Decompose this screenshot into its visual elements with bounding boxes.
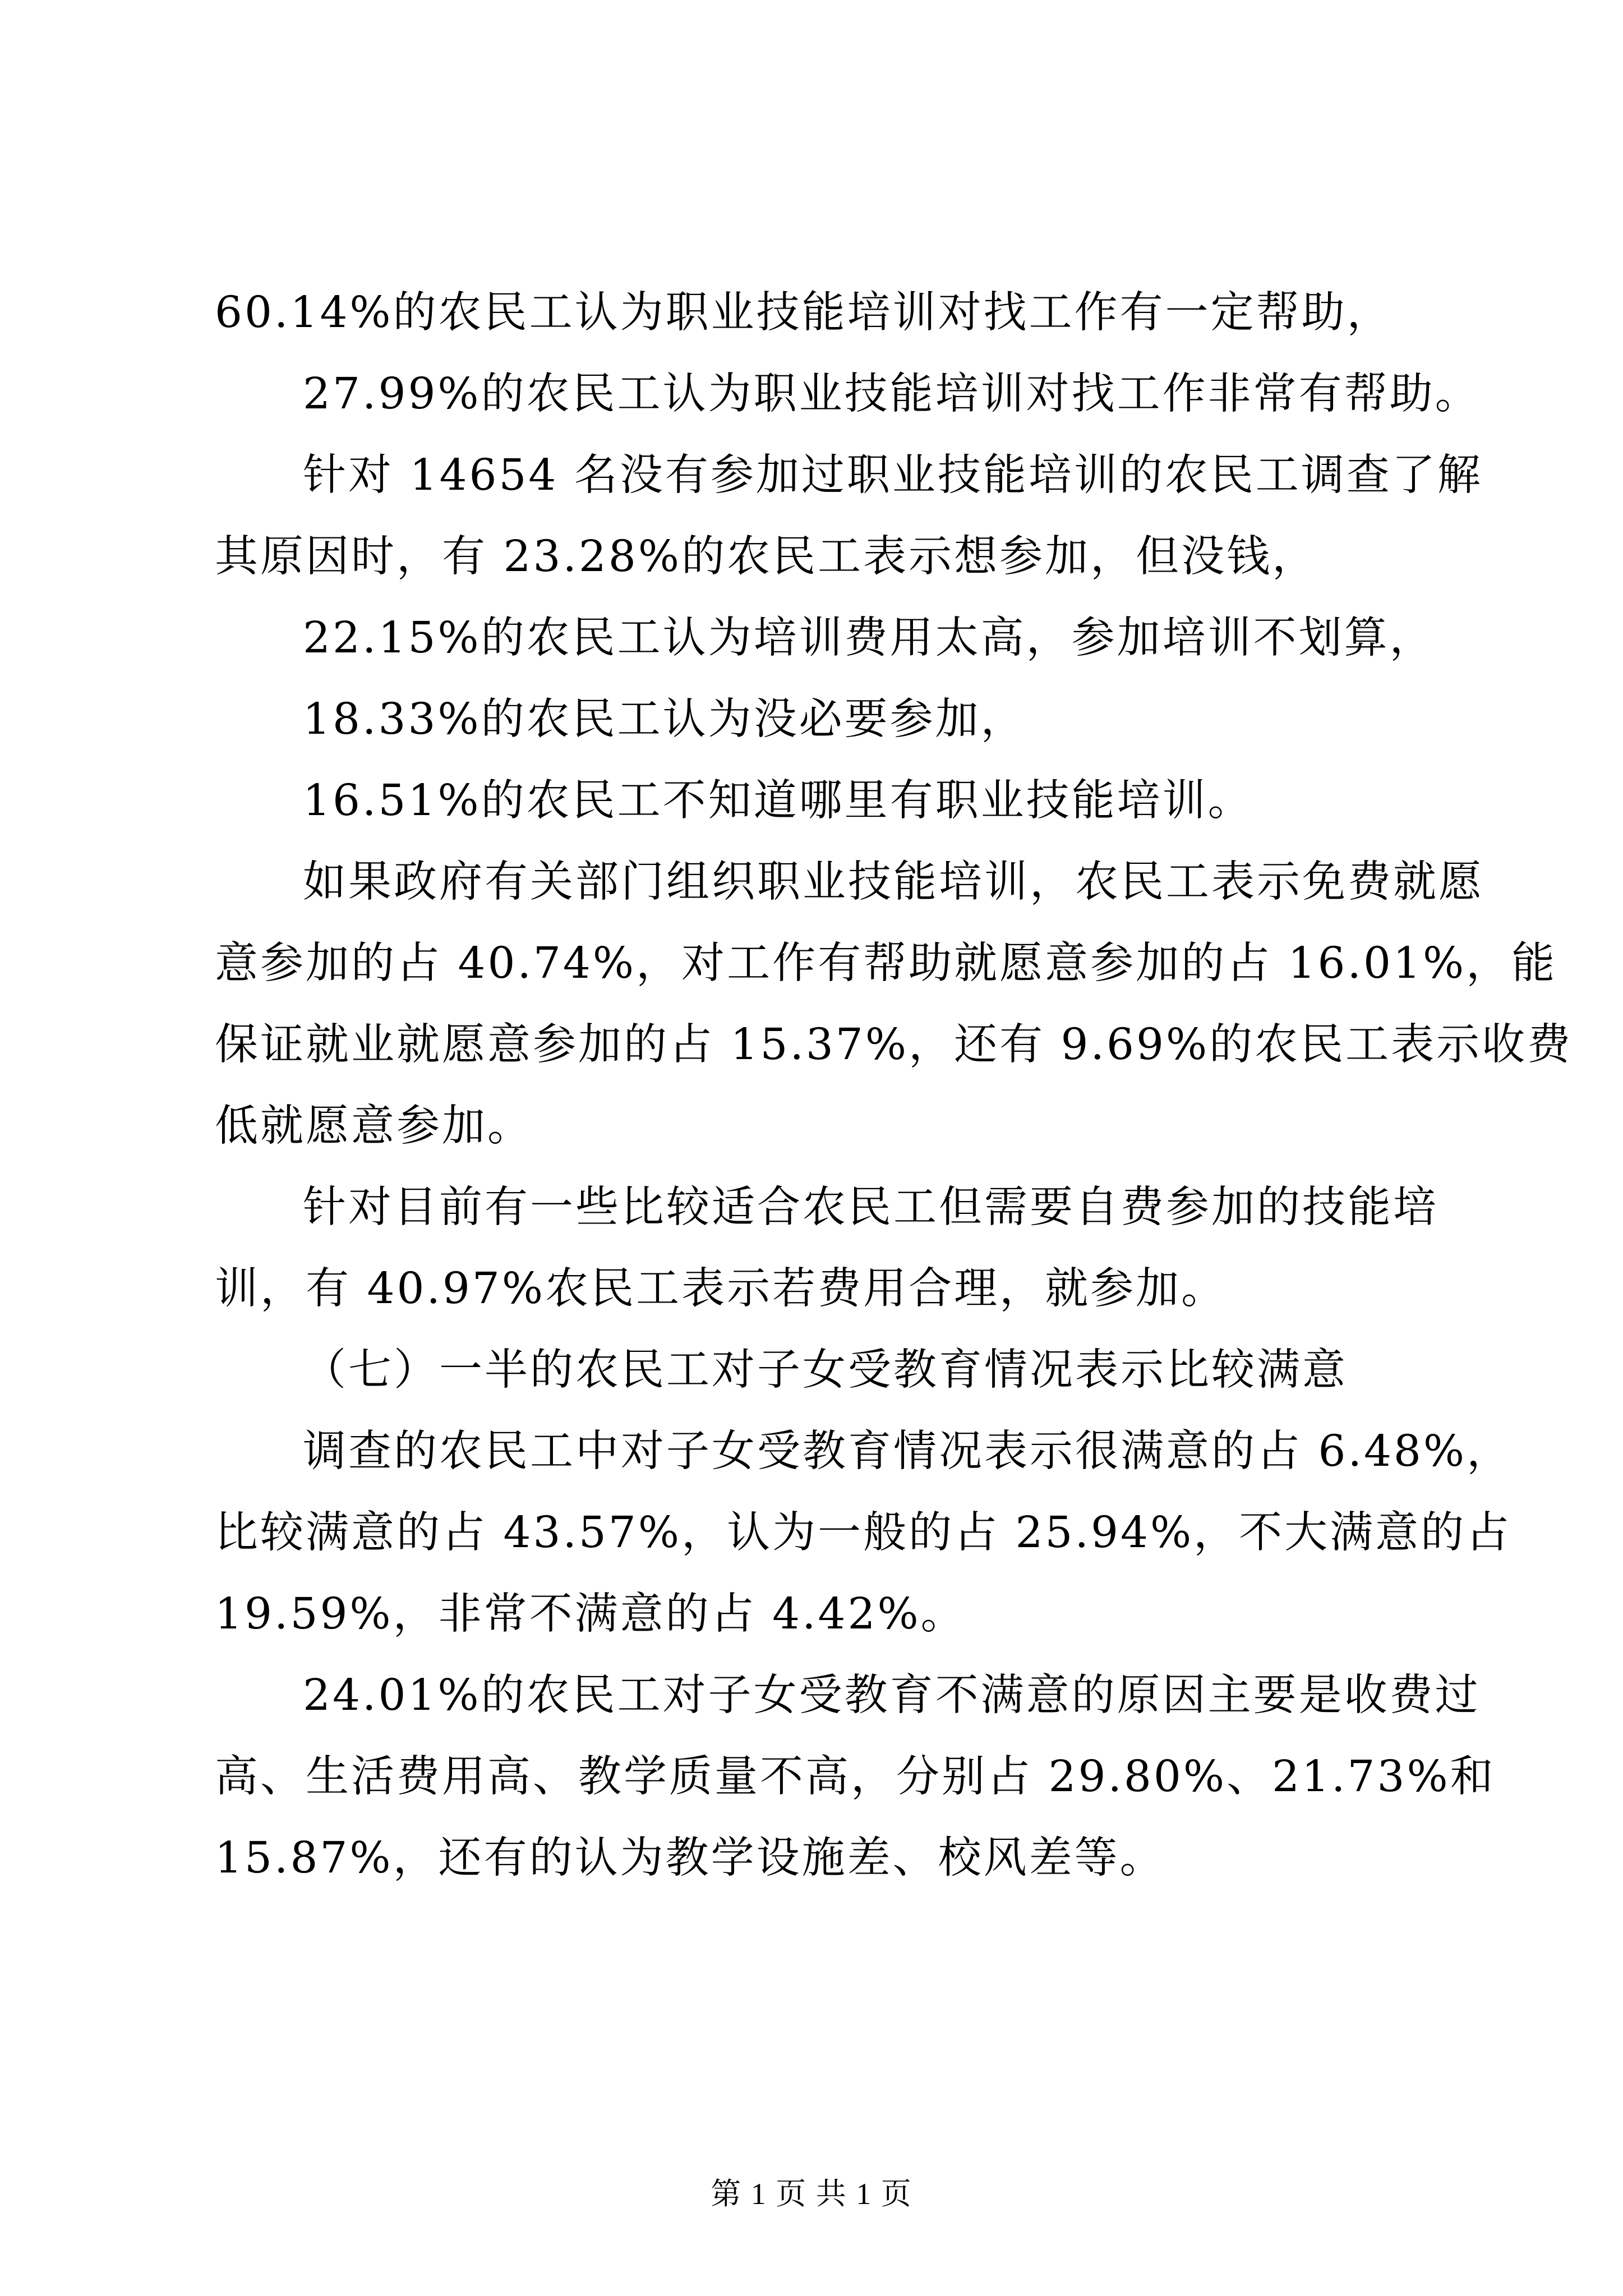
text-line-10: 保证就业就愿意参加的占 15.37%，还有 9.69%的农民工表示收费	[215, 1020, 1573, 1070]
page-number-footer: 第 1 页 共 1 页	[711, 2177, 912, 2211]
text-line-20: 15.87%，还有的认为教学设施差、校风差等。	[215, 1833, 1165, 1883]
text-line-4: 其原因时，有 23.28%的农民工表示想参加，但没钱，	[215, 532, 1318, 582]
text-line-19: 高、生活费用高、教学质量不高，分别占 29.80%、21.73%和	[215, 1752, 1496, 1802]
text-line-6: 18.33%的农民工认为没必要参加，	[303, 694, 1026, 744]
text-line-11: 低就愿意参加。	[215, 1101, 533, 1151]
text-line-16: 比较满意的占 43.57%，认为一般的占 25.94%，不大满意的占	[215, 1508, 1512, 1558]
text-line-5: 22.15%的农民工认为培训费用太高，参加培训不划算，	[303, 613, 1435, 663]
text-line-7: 16.51%的农民工不知道哪里有职业技能培训。	[303, 776, 1253, 826]
text-line-8: 如果政府有关部门组织职业技能培训，农民工表示免费就愿	[303, 857, 1484, 907]
text-line-13: 训，有 40.97%农民工表示若费用合理，就参加。	[215, 1264, 1227, 1314]
text-line-12: 针对目前有一些比较适合农民工但需要自费参加的技能培	[303, 1182, 1438, 1232]
section-heading: （七）一半的农民工对子女受教育情况表示比较满意	[303, 1345, 1348, 1395]
text-line-17: 19.59%，非常不满意的占 4.42%。	[215, 1589, 966, 1639]
text-line-15: 调查的农民工中对子女受教育情况表示很满意的占 6.48%，	[303, 1427, 1513, 1476]
text-line-9: 意参加的占 40.74%，对工作有帮助就愿意参加的占 16.01%，能	[215, 938, 1557, 988]
text-line-18: 24.01%的农民工对子女受教育不满意的原因主要是收费过	[303, 1671, 1481, 1720]
text-line-1: 60.14%的农民工认为职业技能培训对找工作有一定帮助，	[215, 288, 1393, 338]
text-line-3: 针对 14654 名没有参加过职业技能培训的农民工调查了解	[303, 450, 1483, 500]
text-line-2: 27.99%的农民工认为职业技能培训对找工作非常有帮助。	[303, 369, 1481, 419]
